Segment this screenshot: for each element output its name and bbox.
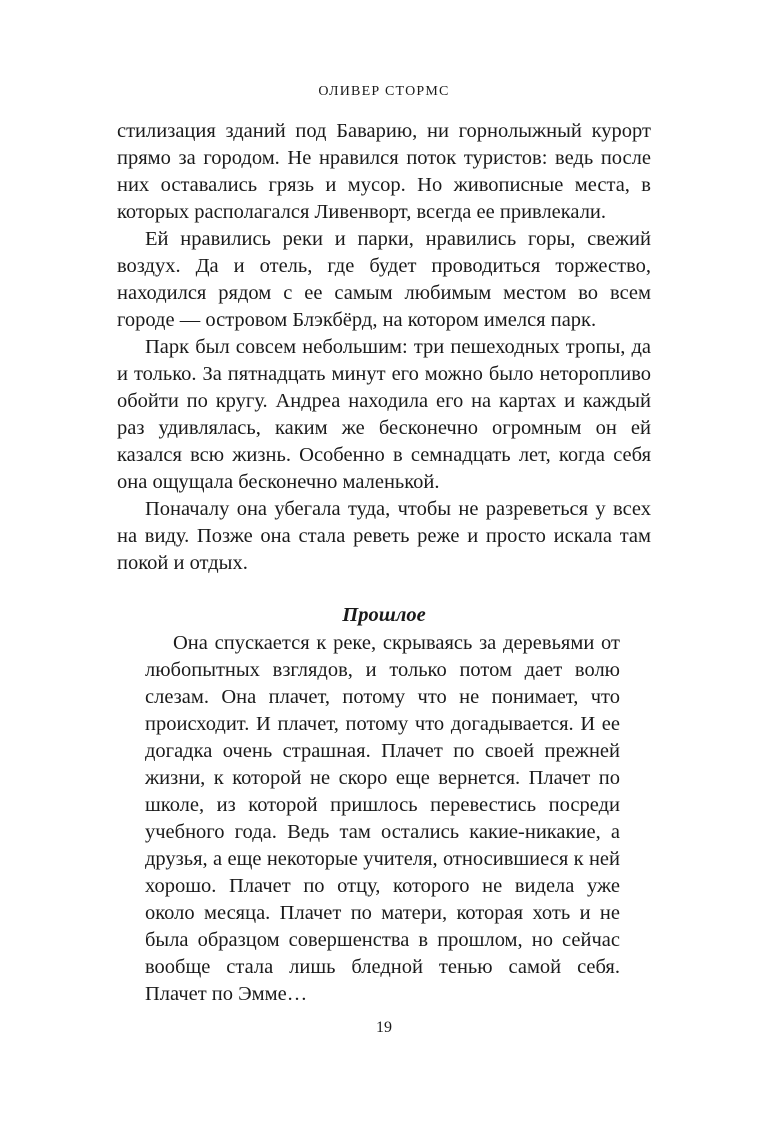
section-text <box>145 630 620 1008</box>
paragraph: Ей нравились реки и парки, нравились горы, свежий воздух. Да и отель, где будет проводиться торжество, находился рядом с ее самым любимым местом во всем городе — островом Блэкбёрд, на котором имелся парк. <box>117 228 651 331</box>
main-text <box>117 118 651 577</box>
paragraph: стилизация зданий под Баварию, ни горнолыжный курорт прямо за городом. Не нравился поток туристов: ведь после них оставались грязь и мусор. Но живописные места, в которых располагался Ливенворт, всегда ее привлекали. <box>117 120 651 223</box>
section-title: Прошлое <box>342 604 426 626</box>
paragraph: Она спускается к реке, скрываясь за деревьями от любопытных взглядов, и только потом дает волю слезам. Она плачет, потому что не понимает, что происходит. И плачет, потому что догадывается. И ее догадка очень страшная. Плачет по своей прежней жизни, к которой не скоро еще вернется. Плачет по школе, из которой пришлось перевестись посреди учебного года. Ведь там остались какие-никакие, а друзья, а еще некоторые учителя, относившиеся к ней хорошо. Плачет по отцу, которого не видела уже около месяца. Плачет по матери, которая хоть и не была образцом совершенства в прошлом, но сейчас вообще стала лишь бледной тенью самой себя. Плачет по Эмме… <box>145 632 620 1005</box>
running-header: ОЛИВЕР СТОРМС <box>318 84 450 99</box>
page-number: 19 <box>376 1019 392 1036</box>
paragraph: Парк был совсем небольшим: три пешеходных тропы, да и только. За пятнадцать минут его можно было неторопливо обойти по кругу. Андреа находила его на картах и каждый раз удивлялась, каким же бесконечно огромным он ей казался всю жизнь. Особенно в семнадцать лет, когда себя она ощущала бесконечно маленькой. <box>117 336 651 493</box>
paragraph: Поначалу она убегала туда, чтобы не разреветься у всех на виду. Позже она стала реветь реже и просто искала там покой и отдых. <box>117 498 651 574</box>
